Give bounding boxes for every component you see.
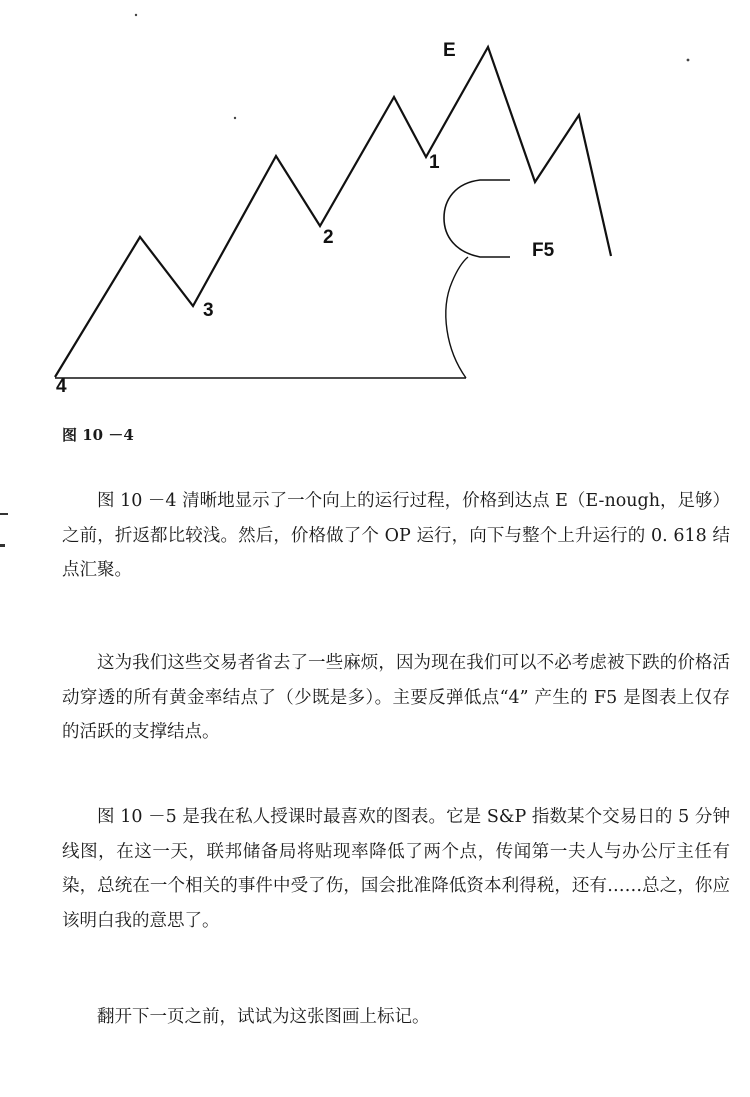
label-f5: F5 <box>532 240 555 261</box>
scan-speck <box>687 59 690 62</box>
price-zigzag-line <box>55 47 611 377</box>
paragraph-4: 翻开下一页之前，试试为这张图画上标记。 <box>97 1007 430 1027</box>
paragraph-2: 这为我们这些交易者省去了一些麻烦，因为现在我们可以不必考虑被下跌的价格活动穿透的所有黄金率结点了（少既是多）。主要反弹低点“4” 产生的 F5 是图表上仅存的活跃的支撑结点。 <box>62 653 730 742</box>
label-e: E <box>443 40 456 61</box>
scan-speck <box>135 14 137 16</box>
paragraph-1: 图 10 －4 清晰地显示了一个向上的运行过程，价格到达点 E（E-nough，足够）之前，折返都比较浅。然后，价格做了个 OP 运行，向下与整个上升运行的 0. 618 结点汇聚。 <box>62 491 730 580</box>
f5-bracket <box>444 180 510 257</box>
label-4: 4 <box>56 376 67 397</box>
zigzag-figure <box>0 0 750 420</box>
label-1: 1 <box>429 152 440 173</box>
label-2: 2 <box>323 227 334 248</box>
label-3: 3 <box>203 300 214 321</box>
figure-caption: 图 10 －4 <box>62 426 134 444</box>
margin-mark <box>0 544 5 547</box>
paragraph-3: 图 10 －5 是我在私人授课时最喜欢的图表。它是 S&P 指数某个交易日的 5 分钟线图，在这一天，联邦储备局将贴现率降低了两个点，传闻第一夫人与办公厅主任有染，总统在一个相关的事件中受了伤，国会批准降低资本利得税，还有……总之，你应该明白我的意思了。 <box>62 807 730 931</box>
scan-speck <box>234 117 236 119</box>
projection-arc <box>446 257 468 378</box>
margin-mark <box>0 513 8 515</box>
